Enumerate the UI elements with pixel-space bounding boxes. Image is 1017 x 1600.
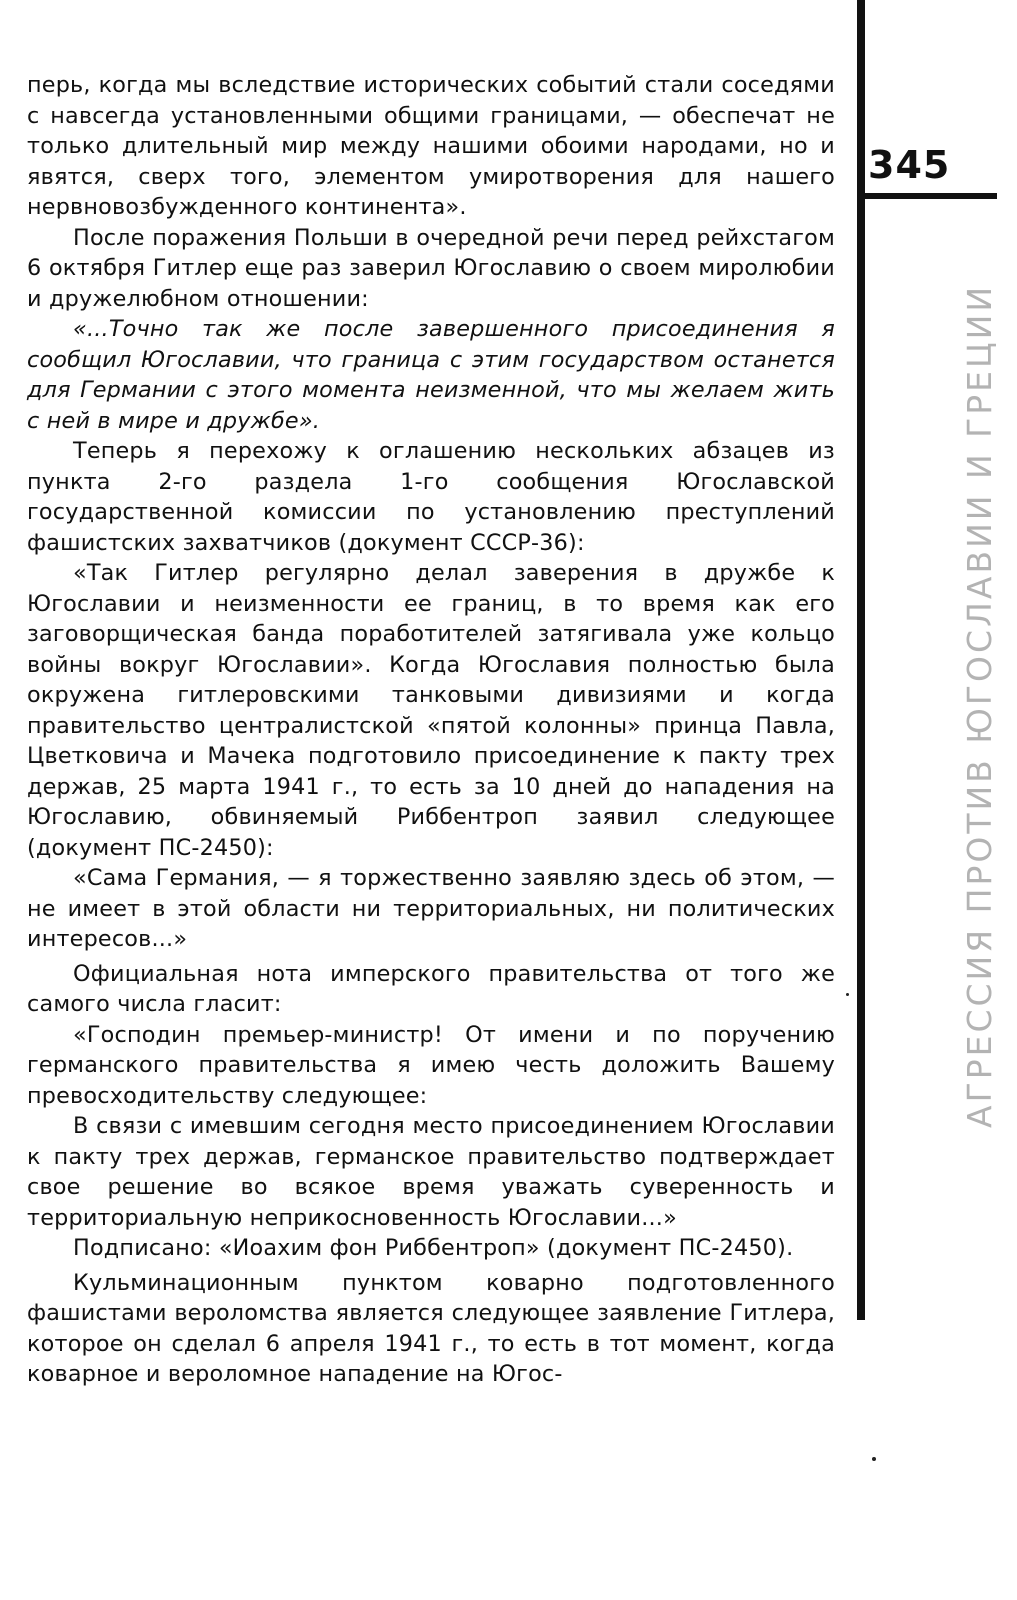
vertical-rule bbox=[857, 0, 865, 1320]
quote-paragraph: «Сама Германия, — я торжественно заявляю здесь об этом, — не имеет в этой области ни территориальных, ни политических интересов...» bbox=[27, 865, 835, 952]
quote-paragraph: «Господин премьер-министр! От имени и по поручению германского правительства я имею честь доложить Вашему превосходительству следующее: bbox=[27, 1021, 835, 1109]
paragraph: Официальная нота имперского правительства от того же самого числа гласит: bbox=[27, 960, 835, 1017]
signature-line: Подписано: «Иоахим фон Риббентроп» (документ ПС-2450). bbox=[73, 1235, 794, 1261]
paragraph: Теперь я перехожу к оглашению нескольких абзацев из пункта 2-го раздела 1-го сообщения Югославской государственной комиссии по установлению преступлений фашистских захватчиков (документ СССР-36): bbox=[27, 438, 835, 556]
paragraph: «Так Гитлер регулярно делал заверения в дружбе к Югославии и неизменности ее границ, в то время как его заговорщическая банда поработителей затягивала уже кольцо войны вокруг Югославии». Когда Югославия полностью была окружена гитлеровскими танковыми дивизиями и когда правительство централистской «пятой колонны» принца Павла, Цветковича и Мачека подготовило присоединение к пакту трех держав, 25 марта 1941 г., то есть за 10 дней до нападения на Югославию, обвиняемый Риббентроп заявил следующее (документ ПС-2450): bbox=[27, 560, 835, 861]
paragraph: После поражения Польши в очередной речи перед рейхстагом 6 октября Гитлер еще раз заверил Югославию о своем миролюбии и дружелюбном отношении: bbox=[27, 224, 835, 312]
body-text bbox=[27, 70, 835, 1390]
paragraph: Кульминационным пунктом коварно подготовленного фашистами вероломства является следующее заявление Гитлера, которое он сделал 6 апреля 1941 г., то есть в тот момент, когда коварное и вероломное нападение на Югос- bbox=[27, 1269, 835, 1387]
print-speck bbox=[846, 993, 849, 996]
quote-paragraph: «...Точно так же после завершенного присоединения я сообщил Югославии, что граница с этим государством останется для Германии с этого момента неизменной, что мы желаем жить с ней в мире и дружбе». bbox=[27, 316, 835, 434]
print-speck bbox=[872, 1457, 876, 1461]
quote-paragraph: В связи с имевшим сегодня место присоединением Югославии к пакту трех держав, германское правительство подтверждает свое решение во всякое время уважать суверенность и территориальную неприкосновенность Югославии...» bbox=[27, 1113, 835, 1231]
paragraph-continuation: перь, когда мы вследствие исторических событий стали соседями с навсегда установленными общими границами, — обеспечат не только длительный мир между нашими обоими народами, но и явятся, сверх того, элементом умиротворения для нашего нервновозбужденного континента». bbox=[27, 72, 835, 220]
running-head: АГРЕССИЯ ПРОТИВ ЮГОСЛАВИИ И ГРЕЦИИ bbox=[960, 283, 999, 1128]
page-number: 345 bbox=[868, 143, 951, 187]
